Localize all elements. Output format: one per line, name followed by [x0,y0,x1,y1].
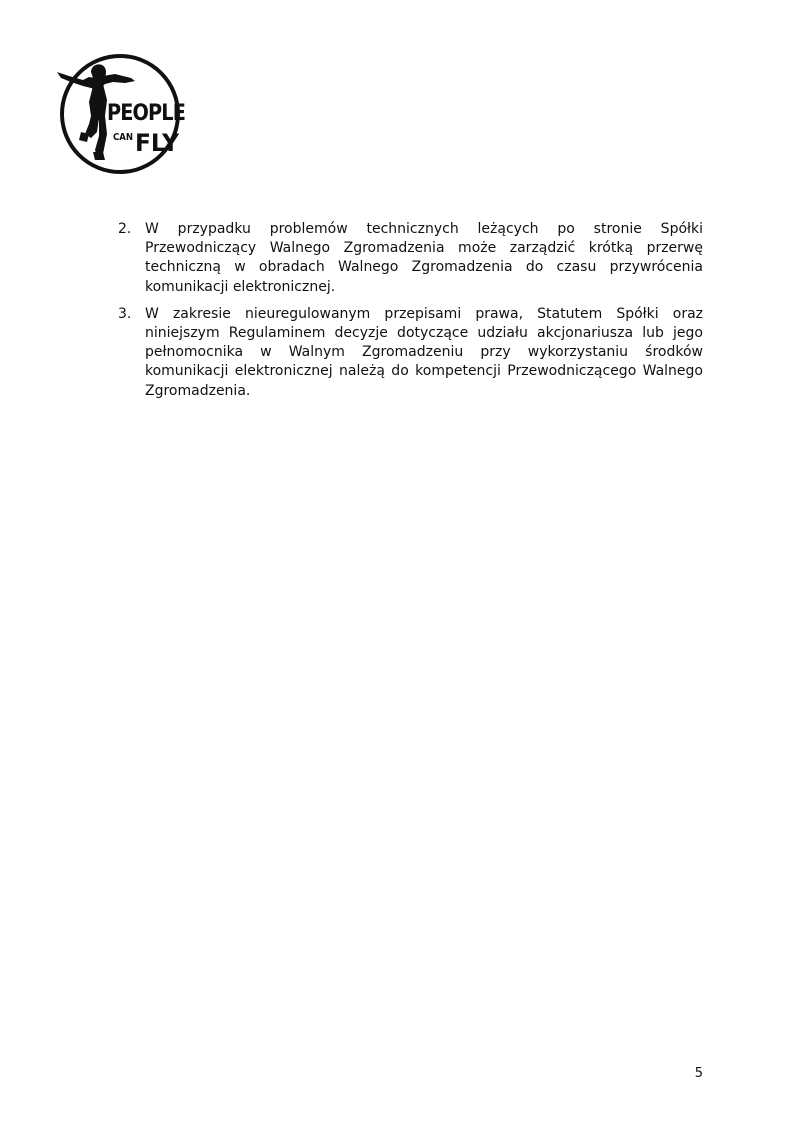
document-body [118,220,703,409]
list-item-text: W przypadku problemów technicznych leżących po stronie Spółki Przewodniczący Walnego Zgromadzenia może zarządzić krótką przerwę techniczną w obradach Walnego Zgromadzenia do czasu przywrócenia komunikacji elektronicznej. [145,221,703,295]
list-item-number: 3. [118,305,132,322]
people-can-fly-logo [55,50,187,178]
list-item-text: W zakresie nieuregulowanym przepisami prawa, Statutem Spółki oraz niniejszym Regulaminem decyzje dotyczące udziału akcjonariusza lub jego pełnomocnika w Walnym Zgromadzeniu przy wykorzystaniu środków komunikacji elektronicznej należą do kompetencji Przewodniczącego Walnego Zgromadzenia. [145,305,703,399]
logo-text-fly: FLY [135,129,180,157]
logo-graphic [55,50,187,178]
logo-text-can: CAN [113,132,133,143]
list-item [118,220,703,297]
list-item-number: 2. [118,221,132,237]
logo-text-people: PEOPLE [107,101,185,126]
page-number: 5 [694,1066,703,1081]
list-item [118,305,703,401]
